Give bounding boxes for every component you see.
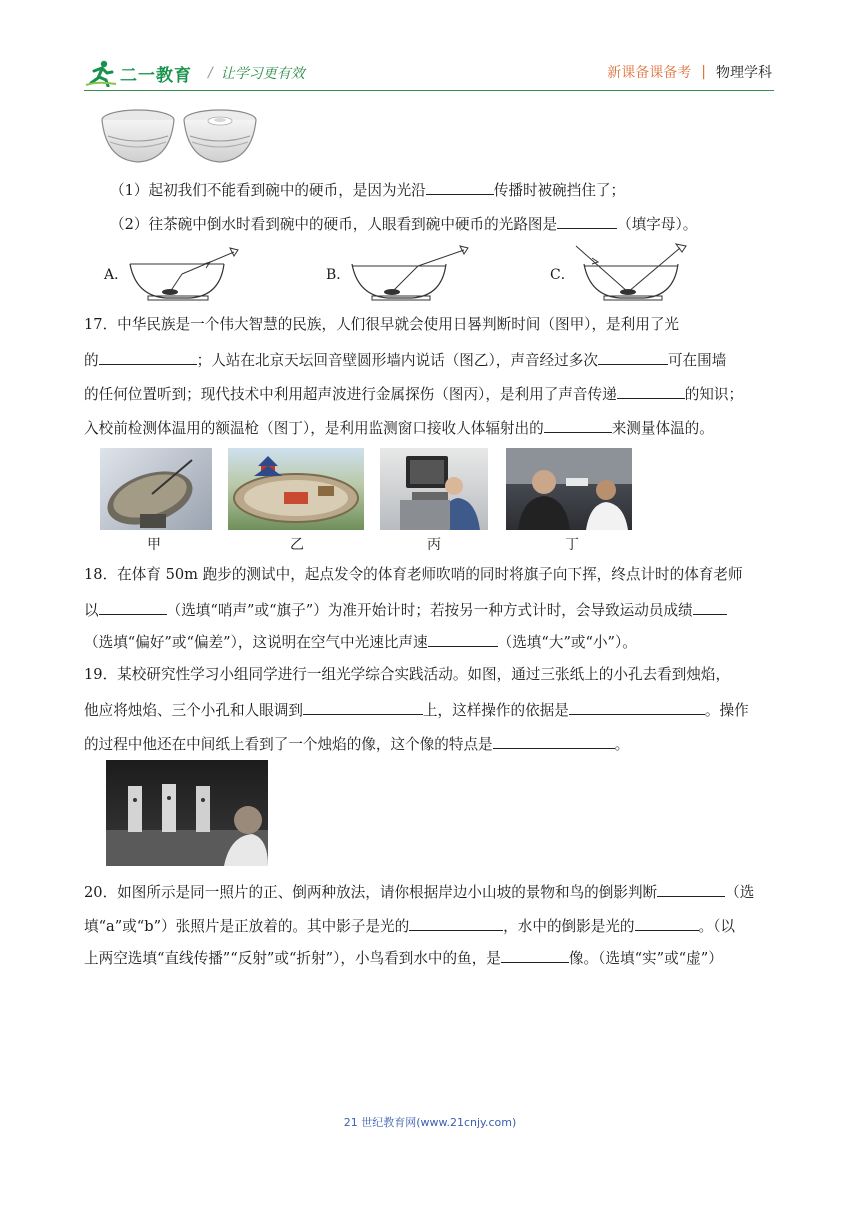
logo-text: 二一教育 (120, 65, 192, 86)
q19-blank-1[interactable] (303, 698, 423, 715)
q19-line3 (84, 732, 629, 756)
runner-logo-icon (84, 59, 118, 87)
ultrasound-photo (380, 448, 488, 530)
q20-blank-4[interactable] (501, 946, 569, 963)
caption-ding: 丁 (565, 537, 579, 553)
q20-line2-a: 填“a”或“b”）张照片是正放着的。其中影子是光的 (84, 918, 410, 935)
option-a-diagram (126, 244, 242, 304)
q17-blank-2[interactable] (598, 348, 668, 365)
logo (84, 59, 192, 87)
footer-source: 21 世纪教育网(www.21cnjy.com) (343, 1116, 517, 1129)
pinhole-icon (106, 760, 268, 866)
q18-line1: 18．在体育 50m 跑步的测试中，起点发令的体育老师吹哨的同时将旗子向下挥，终点计时的体育老师 (84, 566, 743, 583)
q19-line2-a: 他应将烛焰、三个小孔和人眼调到 (84, 702, 303, 719)
option-a-label: A． (104, 267, 129, 283)
header-brand (84, 58, 305, 88)
q20-line2 (84, 914, 735, 938)
option-c-diagram (572, 242, 692, 304)
q18-blank-1[interactable] (99, 598, 167, 615)
caption-bing: 丙 (427, 537, 441, 553)
q19-blank-3[interactable] (493, 732, 615, 749)
q16-sub1 (110, 178, 625, 202)
q18-line2 (84, 598, 727, 622)
q16-blank-2[interactable] (557, 212, 617, 229)
q17-line3 (84, 382, 743, 406)
q20-blank-1[interactable] (657, 880, 725, 897)
q17-line1: 17．中华民族是一个伟大智慧的民族，人们很早就会使用日晷判断时间（图甲），是利用了光 (84, 316, 680, 333)
thermometer-icon (506, 448, 632, 530)
q18-line3-b: （选填“大”或“小”）。 (497, 634, 637, 651)
header-tag: 新课备课备考 (607, 65, 692, 81)
q18-blank-2[interactable] (693, 598, 727, 615)
sundial-photo (100, 448, 212, 530)
header-separator: | (701, 64, 706, 80)
option-c-label: C． (550, 267, 575, 283)
q18-line3 (84, 630, 637, 654)
header-divider (84, 90, 774, 91)
q17-line2-b: ；人站在北京天坛回音壁圆形墙内说话（图乙），声音经过多次 (196, 352, 598, 369)
q18-line2-b: （选填“哨声”或“旗子”）为准开始计时；若按另一种方式计时，会导致运动员成绩 (166, 602, 693, 619)
q17-blank-3[interactable] (617, 382, 685, 399)
q19-blank-2[interactable] (569, 698, 705, 715)
ultrasound-icon (380, 448, 488, 530)
temple-icon (228, 448, 364, 530)
q16-sub1-after: 传播时被碗挡住了； (493, 182, 626, 199)
slogan: 让学习更有效 (220, 66, 305, 82)
q19-line1: 19．某校研究性学习小组同学进行一组光学综合实践活动。如图，通过三张纸上的小孔去看到烛焰， (84, 666, 731, 683)
bowls-image (100, 106, 260, 168)
option-b-diagram (348, 244, 472, 304)
q18-line2-a: 以 (84, 602, 99, 619)
q19-line2-b: 上，这样操作的依据是 (422, 702, 569, 719)
q19-line3-b: 。 (614, 736, 630, 753)
q17-blank-4[interactable] (544, 416, 612, 433)
q18-blank-3[interactable] (428, 630, 498, 647)
q17-line2 (84, 348, 726, 372)
q20-line1 (84, 880, 754, 904)
q20-line3-b: 像。（选填“实”或“虚”） (568, 950, 723, 967)
q18-line3-a: （选填“偏好”或“偏差”），这说明在空气中光速比声速 (84, 634, 428, 651)
thermometer-gun-photo (506, 448, 632, 530)
caption-yi: 乙 (290, 537, 304, 553)
q20-line2-b: ，水中的倒影是光的 (503, 918, 635, 935)
q17-blank-1[interactable] (99, 348, 197, 365)
q16-blank-1[interactable] (426, 178, 494, 195)
q20-line1-b: （选 (725, 884, 755, 901)
q20-line3-a: 上两空选填“直线传播”“反射”或“折射”），小鸟看到水中的鱼，是 (84, 950, 501, 967)
q17-line3-a: 的任何位置听到；现代技术中利用超声波进行金属探伤（图丙），是利用了声音传递 (84, 386, 617, 403)
q16-sub2-text: （2）往茶碗中倒水时看到碗中的硬币，人眼看到碗中硬币的光路图是 (110, 216, 558, 233)
q16-sub2 (110, 212, 697, 236)
pinhole-experiment-photo (106, 760, 268, 866)
header-subject: 物理学科 (716, 65, 772, 81)
q20-blank-2[interactable] (409, 914, 503, 931)
q19-line2 (84, 698, 749, 722)
q17-line4 (84, 416, 714, 440)
q17-line4-a: 入校前检测体温用的额温枪（图丁），是利用监测窗口接收人体辐射出的 (84, 420, 544, 437)
header-slash: / (208, 65, 213, 81)
q20-line2-c: 。（以 (698, 918, 736, 935)
q20-blank-3[interactable] (635, 914, 699, 931)
q17-line3-b: 的知识； (684, 386, 744, 403)
q20-line1-a: 20．如图所示是同一照片的正、倒两种放法，请你根据岸边小山坡的景物和鸟的倒影判断 (84, 884, 658, 901)
q17-line4-b: 来测量体温的。 (611, 420, 714, 437)
q19-line3-a: 的过程中他还在中间纸上看到了一个烛焰的像，这个像的特点是 (84, 736, 493, 753)
temple-of-heaven-photo (228, 448, 364, 530)
sundial-icon (100, 448, 212, 530)
option-b-label: B． (326, 267, 351, 283)
q16-sub1-text: （1）起初我们不能看到碗中的硬币，是因为光沿 (110, 182, 426, 199)
q20-line3 (84, 946, 723, 970)
q17-line2-c: 可在围墙 (667, 352, 727, 369)
q17-line2-a: 的 (84, 352, 99, 369)
header-right (607, 62, 772, 82)
q19-line2-c: 。操作 (704, 702, 749, 719)
caption-jia: 甲 (147, 537, 161, 553)
q16-sub2-after: （填字母）。 (617, 216, 698, 233)
